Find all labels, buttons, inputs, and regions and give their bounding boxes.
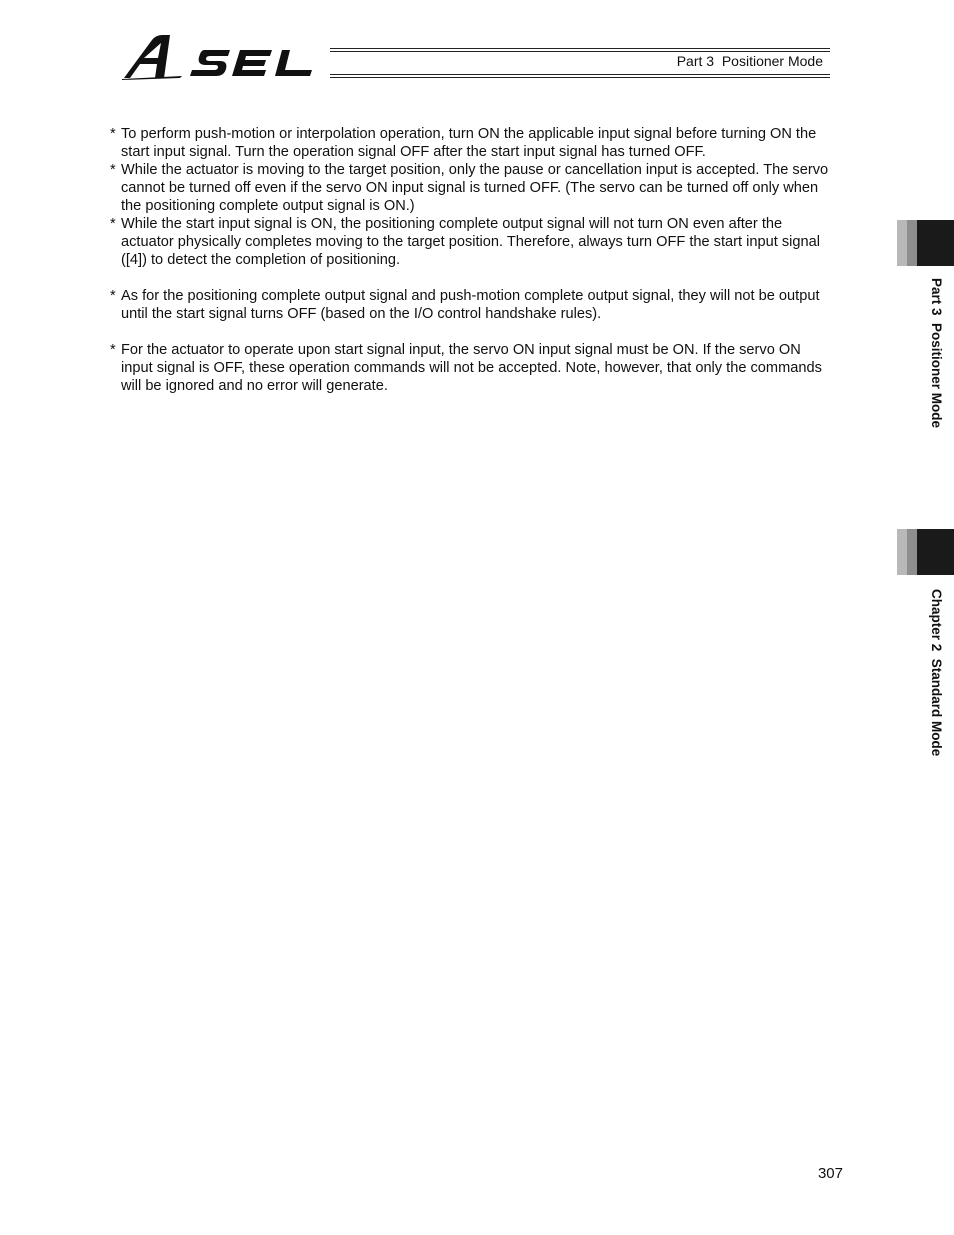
tab-strip-light bbox=[897, 529, 907, 575]
tab-strip-light bbox=[897, 220, 907, 266]
note-bullet: * bbox=[110, 288, 116, 304]
header-section-title: Part 3 Positioner Mode bbox=[676, 53, 823, 69]
note-text: While the actuator is moving to the target position, only the pause or cancellation input is accepted. The servo cannot be turned off even if the servo ON input signal is turned OFF. (The servo can be turned off only when the positioning complete output signal is ON.) bbox=[121, 162, 829, 214]
note-bullet: * bbox=[110, 162, 116, 178]
note-text: To perform push-motion or interpolation operation, turn ON the applicable input signal before turning ON the start input signal. Turn the operation signal OFF after the start input signal has turned OFF. bbox=[121, 126, 817, 160]
tab-strip-mid bbox=[907, 529, 917, 575]
note-text: As for the positioning complete output signal and push-motion complete output signal, they will not be output until the start signal turns OFF (based on the I/O control handshake rules). bbox=[121, 288, 820, 322]
tab-block-dark bbox=[917, 529, 954, 575]
chapter-tab-marker bbox=[897, 529, 954, 575]
part-tab-marker bbox=[897, 220, 954, 266]
note-text: While the start input signal is ON, the positioning complete output signal will not turn ON even after the actuator physically completes moving to the target position. Therefore, always turn OFF the start input signal ([4]) to detect the completion of positioning. bbox=[121, 216, 820, 268]
asel-logo bbox=[122, 34, 344, 80]
side-label-part: Part 3 Positioner Mode bbox=[929, 278, 944, 429]
note-text: For the actuator to operate upon start signal input, the servo ON input signal must be ON. If the servo ON input signal is OFF, these operation commands will not be accepted. Note, however, that only the commands will be ignored and no error will generate. bbox=[121, 342, 822, 394]
note-item bbox=[107, 287, 835, 323]
note-item bbox=[107, 125, 835, 161]
note-item bbox=[107, 215, 835, 269]
note-bullet: * bbox=[110, 126, 116, 142]
header-rule-top bbox=[330, 48, 830, 49]
note-bullet: * bbox=[110, 342, 116, 358]
side-label-chapter: Chapter 2 Standard Mode bbox=[929, 589, 944, 757]
note-item bbox=[107, 161, 835, 215]
tab-strip-mid bbox=[907, 220, 917, 266]
note-bullet: * bbox=[110, 216, 116, 232]
tab-block-dark bbox=[917, 220, 954, 266]
page-number: 307 bbox=[817, 1165, 843, 1182]
note-item bbox=[107, 341, 835, 395]
notes-list bbox=[107, 125, 835, 395]
header-rule-bottom bbox=[330, 77, 830, 78]
header-rule-bottom-inner bbox=[330, 74, 830, 75]
